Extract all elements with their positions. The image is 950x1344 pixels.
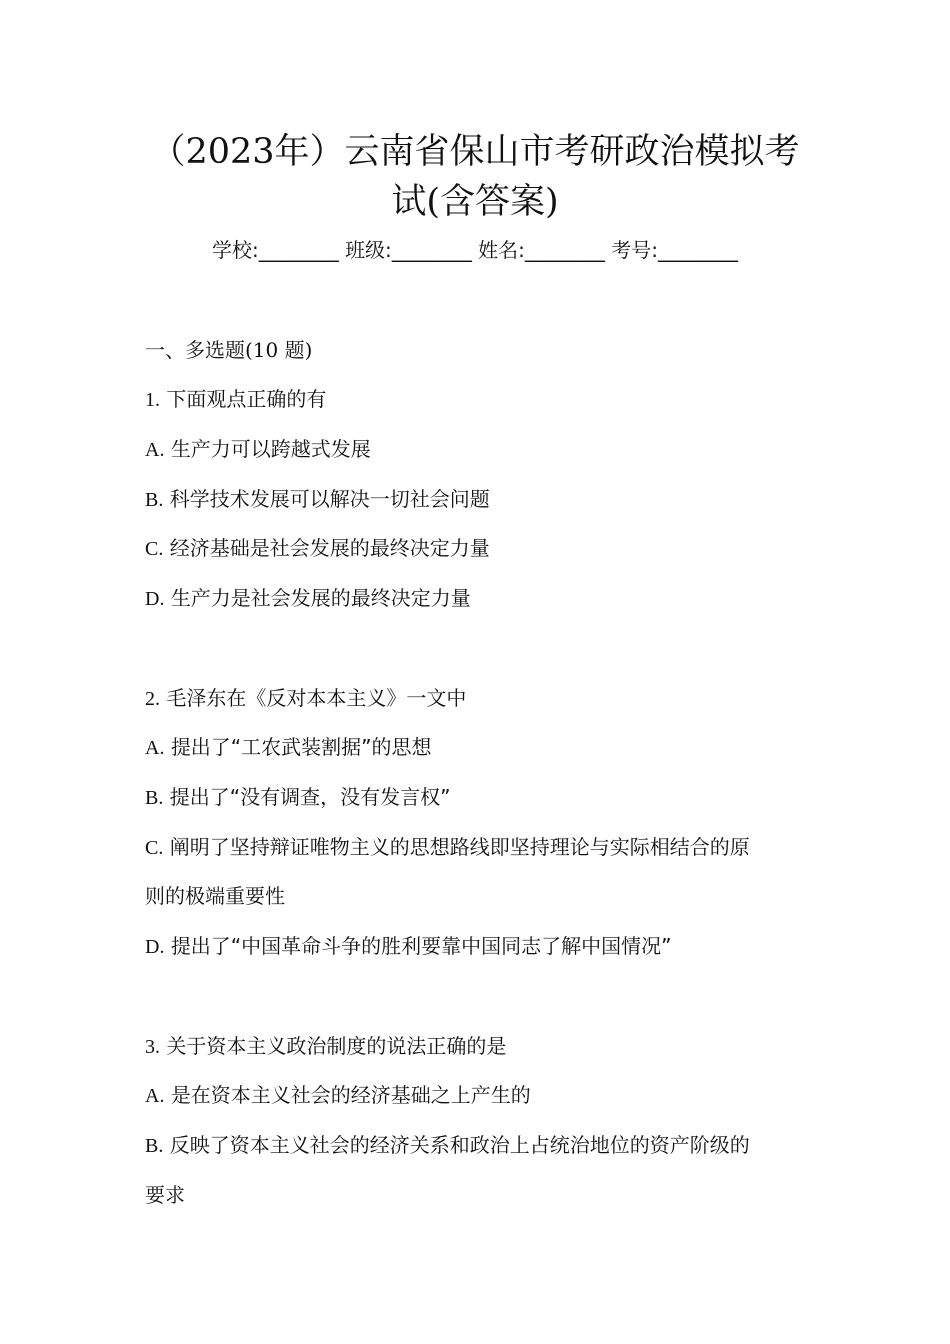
exam-number-blank: ________ bbox=[658, 238, 739, 262]
question-2-stem bbox=[145, 684, 466, 713]
question-number: 3. bbox=[145, 1036, 160, 1058]
question-1-stem bbox=[145, 385, 326, 414]
option-letter: B. bbox=[145, 787, 164, 809]
option-text: 生产力可以跨越式发展 bbox=[170, 437, 371, 461]
document-title-line-2: 试(含答案) bbox=[391, 182, 559, 222]
student-info-fields bbox=[140, 236, 810, 264]
question-1-option-c bbox=[145, 534, 490, 563]
option-text: 生产力是社会发展的最终决定力量 bbox=[170, 586, 471, 610]
question-2-option-d bbox=[145, 932, 672, 961]
name-blank: ________ bbox=[524, 238, 605, 262]
option-text: 提出了“工农武装割据”的思想 bbox=[170, 735, 432, 759]
option-letter: D. bbox=[145, 588, 165, 610]
option-letter: B. bbox=[145, 1135, 164, 1157]
question-1-option-d bbox=[145, 584, 471, 613]
question-text: 下面观点正确的有 bbox=[166, 387, 327, 411]
question-1-option-b bbox=[145, 485, 490, 514]
option-text: 是在资本主义社会的经济基础之上产生的 bbox=[170, 1083, 531, 1107]
question-2-option-c-continuation: 则的极端重要性 bbox=[145, 884, 285, 908]
option-text: 阐明了坚持辩证唯物主义的思想路线即坚持理论与实际相结合的原 bbox=[169, 835, 750, 859]
option-text: 提出了“没有调查，没有发言权” bbox=[169, 785, 451, 809]
question-3-option-a bbox=[145, 1081, 531, 1110]
option-text: 科学技术发展可以解决一切社会问题 bbox=[169, 487, 490, 511]
name-label: 姓名: bbox=[478, 238, 525, 262]
question-2-option-c bbox=[145, 833, 750, 862]
option-text: 经济基础是社会发展的最终决定力量 bbox=[169, 536, 490, 560]
question-3-option-b bbox=[145, 1131, 750, 1160]
question-2-option-b bbox=[145, 783, 450, 812]
question-2-option-a bbox=[145, 733, 432, 762]
option-text: 反映了资本主义社会的经济关系和政治上占统治地位的资产阶级的 bbox=[169, 1133, 750, 1157]
exam-number-label: 考号: bbox=[611, 238, 659, 262]
question-number: 1. bbox=[145, 389, 160, 411]
section-heading: 一、多选题(10 题) bbox=[145, 338, 313, 362]
question-text: 毛泽东在《反对本本主义》一文中 bbox=[166, 686, 467, 710]
question-3-stem bbox=[145, 1032, 506, 1061]
option-letter: C. bbox=[145, 837, 164, 859]
option-letter: A. bbox=[145, 439, 165, 461]
question-text: 关于资本主义政治制度的说法正确的是 bbox=[166, 1034, 507, 1058]
question-1-option-a bbox=[145, 435, 371, 464]
option-letter: A. bbox=[145, 737, 165, 759]
school-blank: ________ bbox=[258, 238, 339, 262]
option-letter: D. bbox=[145, 936, 165, 958]
document-title-line-1: （2023年）云南省保山市考研政治模拟考 bbox=[150, 132, 800, 172]
question-3-option-b-continuation: 要求 bbox=[145, 1183, 185, 1207]
option-letter: C. bbox=[145, 538, 164, 560]
school-label: 学校: bbox=[211, 238, 259, 262]
option-text: 提出了“中国革命斗争的胜利要靠中国同志了解中国情况” bbox=[170, 934, 672, 958]
option-letter: A. bbox=[145, 1085, 165, 1107]
class-label: 班级: bbox=[345, 238, 392, 262]
question-number: 2. bbox=[145, 688, 160, 710]
option-letter: B. bbox=[145, 489, 164, 511]
class-blank: ________ bbox=[391, 238, 472, 262]
